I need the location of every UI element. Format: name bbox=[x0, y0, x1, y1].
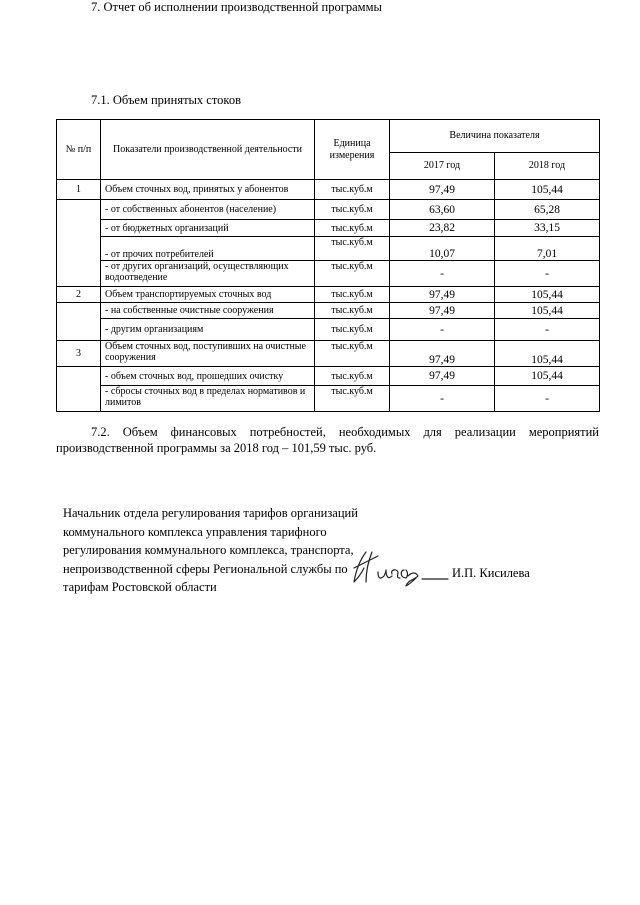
header-year-2017: 2017 год bbox=[390, 153, 495, 180]
report-table bbox=[56, 119, 600, 412]
table-row bbox=[57, 367, 600, 386]
table-row bbox=[57, 220, 600, 237]
table-row bbox=[57, 303, 600, 319]
row-label: Объем сточных вод, принятых у абонентов bbox=[101, 180, 315, 200]
row-unit: тыс.куб.м bbox=[315, 220, 390, 237]
signatory-block bbox=[63, 504, 363, 597]
row-num: 3 bbox=[57, 341, 101, 367]
row-value-2018: 105,44 bbox=[495, 341, 600, 367]
row-unit: тыс.куб.м bbox=[315, 319, 390, 341]
row-label: Объем сточных вод, поступивших на очистные сооружения bbox=[101, 341, 315, 367]
row-unit: тыс.куб.м bbox=[315, 200, 390, 220]
row-value-2018: 105,44 bbox=[495, 180, 600, 200]
header-unit: Единица измерения bbox=[315, 120, 390, 180]
row-value-2017: 97,49 bbox=[390, 303, 495, 319]
row-label: - на собственные очистные сооружения bbox=[101, 303, 315, 319]
header-num: № п/п bbox=[57, 120, 101, 180]
row-num: 2 bbox=[57, 287, 101, 303]
signatory-name: И.П. Кисилева bbox=[452, 566, 530, 580]
row-value-2018: 33,15 bbox=[495, 220, 600, 237]
table-row bbox=[57, 319, 600, 341]
table-row bbox=[57, 237, 600, 261]
row-unit: тыс.куб.м bbox=[315, 261, 390, 287]
row-label: Объем транспортируемых сточных вод bbox=[101, 287, 315, 303]
row-value-2017: - bbox=[390, 319, 495, 341]
row-value-2018: 105,44 bbox=[495, 303, 600, 319]
row-unit: тыс.куб.м bbox=[315, 287, 390, 303]
section-subtitle: 7.1. Объем принятых стоков bbox=[91, 93, 241, 107]
row-value-2018: 7,01 bbox=[495, 237, 600, 261]
table-row bbox=[57, 200, 600, 220]
row-label: - от собственных абонентов (население) bbox=[101, 200, 315, 220]
row-unit: тыс.куб.м bbox=[315, 386, 390, 412]
row-value-2018: 105,44 bbox=[495, 287, 600, 303]
row-label: - сбросы сточных вод в пределах нормативов и лимитов bbox=[101, 386, 315, 412]
header-year-2018: 2018 год bbox=[495, 153, 600, 180]
row-value-2017: 97,49 bbox=[390, 287, 495, 303]
row-label: - от прочих потребителей bbox=[101, 237, 315, 261]
row-label: - объем сточных вод, прошедших очистку bbox=[101, 367, 315, 386]
row-value-2017: 63,60 bbox=[390, 200, 495, 220]
row-unit: тыс.куб.м bbox=[315, 367, 390, 386]
signatory-line: Начальник отдела регулирования тарифов организаций bbox=[63, 506, 358, 520]
handwritten-signature bbox=[348, 546, 450, 590]
row-value-2018: - bbox=[495, 319, 600, 341]
row-value-2017: 97,49 bbox=[390, 180, 495, 200]
row-value-2018: 105,44 bbox=[495, 367, 600, 386]
row-value-2018: - bbox=[495, 261, 600, 287]
row-label: - другим организациям bbox=[101, 319, 315, 341]
signatory-line: непроизводственной сферы Региональной службы по bbox=[63, 561, 348, 576]
table-row bbox=[57, 287, 600, 303]
table-row bbox=[57, 386, 600, 412]
financial-paragraph: 7.2. Объем финансовых потребностей, необходимых для реализации мероприятий производственной программы за 2018 год – 101,59 тыс. руб. bbox=[56, 425, 599, 455]
signatory-line: регулирования коммунального комплекса, транспорта, bbox=[63, 543, 354, 557]
row-value-2017: - bbox=[390, 261, 495, 287]
row-value-2017: - bbox=[390, 386, 495, 412]
row-value-2017: 97,49 bbox=[390, 367, 495, 386]
section-title: 7. Отчет об исполнении производственной программы bbox=[91, 0, 382, 14]
signatory-line: коммунального комплекса управления тарифного bbox=[63, 524, 327, 539]
row-num: 1 bbox=[57, 180, 101, 200]
row-num bbox=[57, 200, 101, 287]
table-row bbox=[57, 180, 600, 200]
row-num bbox=[57, 367, 101, 412]
row-num bbox=[57, 303, 101, 341]
row-label: - от других организаций, осуществляющих водоотведение bbox=[101, 261, 315, 287]
header-value: Величина показателя bbox=[390, 120, 600, 153]
row-value-2017: 10,07 bbox=[390, 237, 495, 261]
row-value-2017: 23,82 bbox=[390, 220, 495, 237]
signatory-line: тарифам Ростовской области bbox=[63, 580, 217, 594]
row-value-2018: - bbox=[495, 386, 600, 412]
row-value-2017: 97,49 bbox=[390, 341, 495, 367]
row-unit: тыс.куб.м bbox=[315, 180, 390, 200]
row-label: - от бюджетных организаций bbox=[101, 220, 315, 237]
header-indicator: Показатели производственной деятельности bbox=[101, 120, 315, 180]
table-row bbox=[57, 341, 600, 367]
table-row bbox=[57, 261, 600, 287]
row-unit: тыс.куб.м bbox=[315, 341, 390, 367]
row-unit: тыс.куб.м bbox=[315, 303, 390, 319]
row-unit: тыс.куб.м bbox=[315, 237, 390, 261]
row-value-2018: 65,28 bbox=[495, 200, 600, 220]
